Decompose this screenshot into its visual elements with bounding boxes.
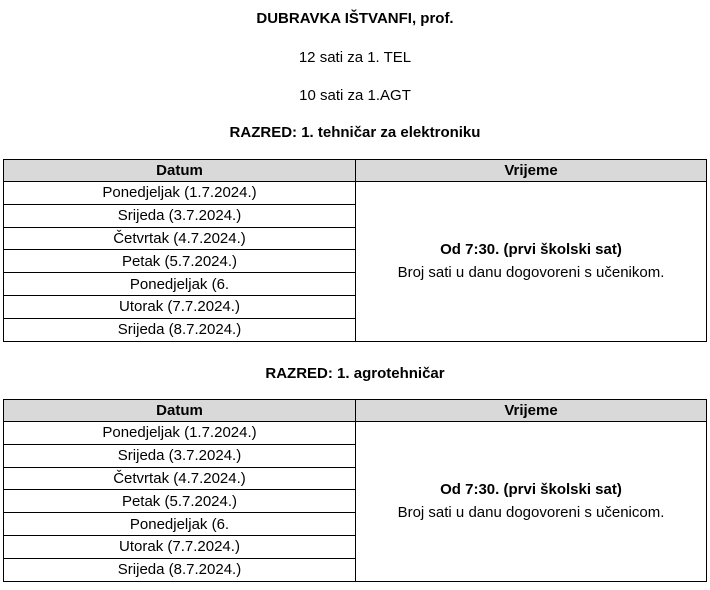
date-cell: Utorak (7.7.2024.) — [4, 535, 356, 558]
schedule-table-1 — [3, 159, 707, 342]
column-header-time: Vrijeme — [356, 400, 707, 422]
column-header-date: Datum — [4, 400, 356, 422]
time-cell — [356, 182, 707, 342]
date-cell: Utorak (7.7.2024.) — [4, 295, 356, 318]
class-heading-1: RAZRED: 1. tehničar za elektroniku — [229, 124, 481, 141]
date-cell: Ponedjeljak (6. — [4, 513, 356, 536]
hours-line-tel: 12 sati za 1. TEL — [298, 49, 412, 66]
hours-note-text: Broj sati u danu dogovoreni s učenikom. — [397, 264, 665, 282]
date-cell: Srijeda (3.7.2024.) — [4, 204, 356, 227]
schedule-table-2 — [3, 399, 707, 582]
table-row — [4, 422, 707, 445]
teacher-name: DUBRAVKA IŠTVANFI, prof. — [256, 10, 454, 27]
date-cell: Ponedjeljak (1.7.2024.) — [4, 182, 356, 205]
start-time-text: Od 7:30. (prvi školski sat) — [440, 241, 622, 259]
date-cell: Petak (5.7.2024.) — [4, 250, 356, 273]
column-header-date: Datum — [4, 160, 356, 182]
date-cell: Četvrtak (4.7.2024.) — [4, 227, 356, 250]
date-cell: Četvrtak (4.7.2024.) — [4, 467, 356, 490]
table-header-row — [4, 400, 707, 422]
class-heading-2: RAZRED: 1. agrotehničar — [265, 365, 445, 382]
date-cell: Ponedjeljak (6. — [4, 273, 356, 296]
hours-line-agt: 10 sati za 1.AGT — [299, 87, 411, 104]
time-cell — [356, 422, 707, 582]
date-cell: Ponedjeljak (1.7.2024.) — [4, 422, 356, 445]
date-cell: Srijeda (8.7.2024.) — [4, 558, 356, 581]
hours-note-text: Broj sati u danu dogovoreni s učenicom. — [397, 504, 665, 522]
start-time-text: Od 7:30. (prvi školski sat) — [440, 481, 622, 499]
date-cell: Srijeda (8.7.2024.) — [4, 318, 356, 341]
date-cell: Petak (5.7.2024.) — [4, 490, 356, 513]
table-row — [4, 182, 707, 205]
date-cell: Srijeda (3.7.2024.) — [4, 444, 356, 467]
table-header-row — [4, 160, 707, 182]
column-header-time: Vrijeme — [356, 160, 707, 182]
